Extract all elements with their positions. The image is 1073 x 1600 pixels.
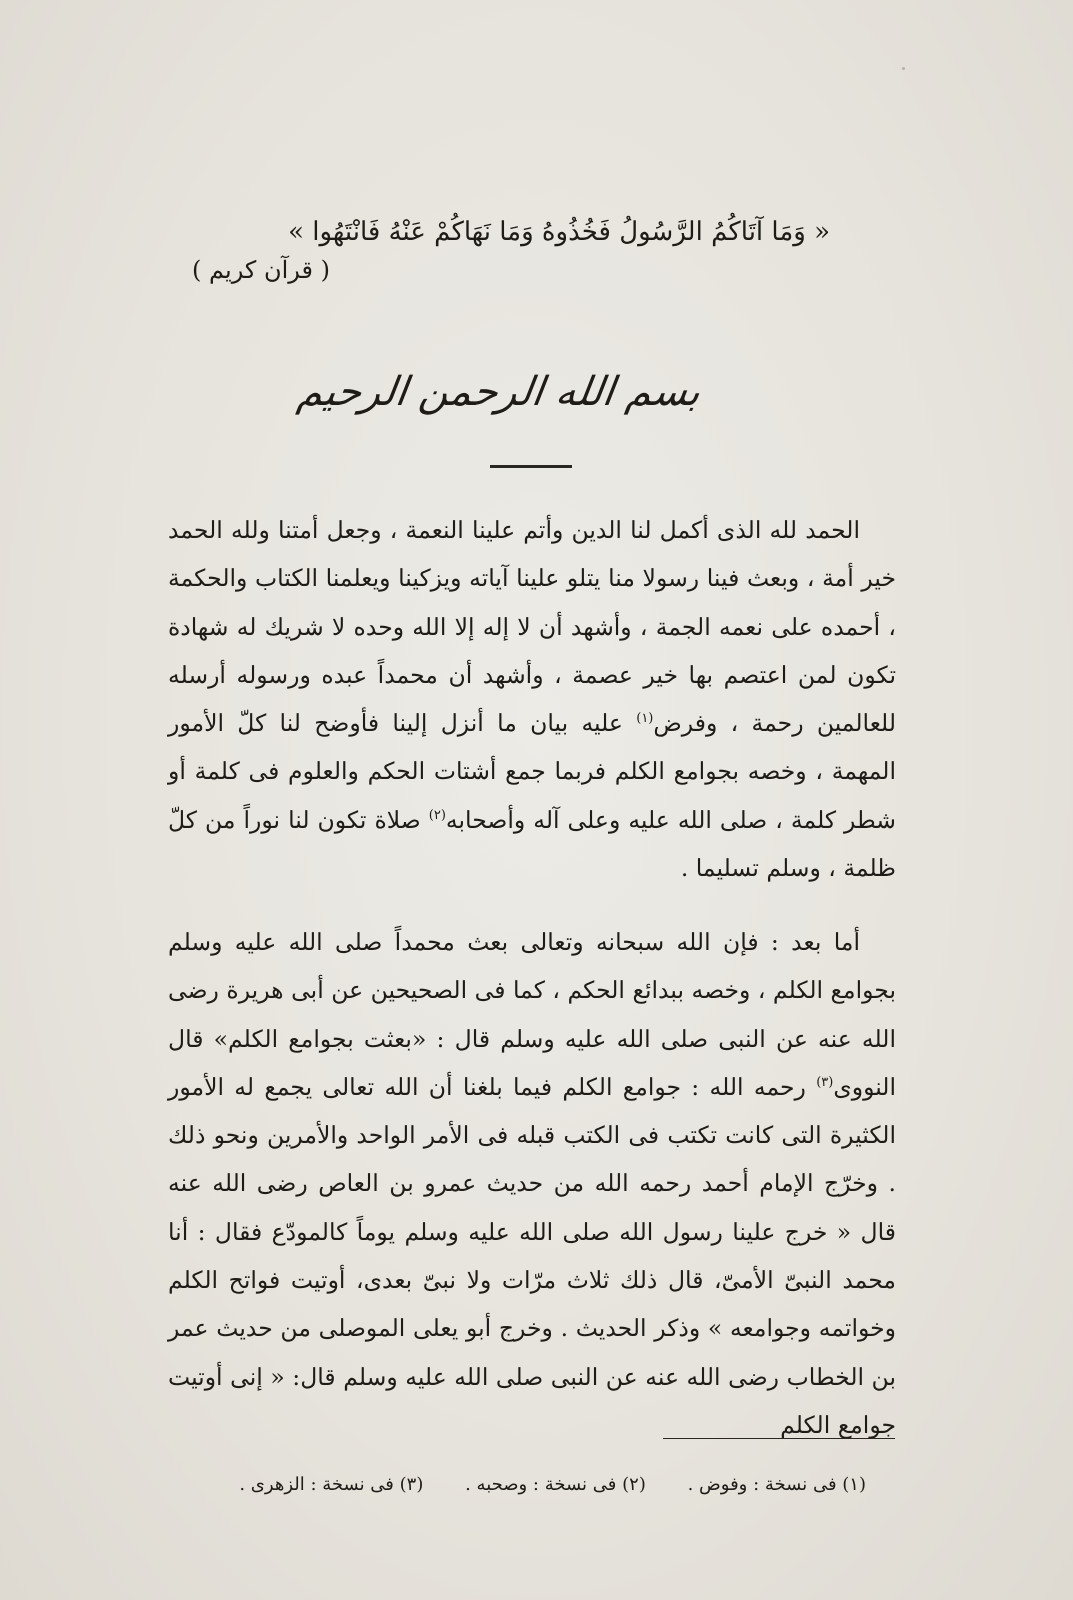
paragraph-text — [168, 918, 896, 1449]
footnote-1: (١) فى نسخة : وفوض . — [687, 1474, 866, 1495]
footnote-divider — [663, 1438, 895, 1439]
paper-speck — [902, 67, 905, 70]
basmala-text: بسم الله الرحمن الرحيم — [294, 369, 704, 415]
paragraph-text — [168, 506, 896, 892]
paragraph-2-part-b: رحمه الله : جوامع الكلم فيما بلغنا أن الله تعالى يجمع له الأمور الكثيرة التى كانت تكتب فى الكتب قبله فى الأمر الواحد والأمرين ونحو ذلك . وخرّج الإمام أحمد رحمه الله من حديث عمرو بن العاص رضى الله عنه قال « خرج علينا رسول الله صلى الله عليه وسلم يوماً كالمودّع فقال : أنا محمد النبىّ الأمىّ، قال ذلك ثلاث مرّات ولا نبىّ بعدى، أوتيت فواتح الكلم وخواتمه وجوامعه » وذكر الحديث . وخرج أبو يعلى الموصلى من حديث عمر بن الخطاب رضى الله عنه عن النبى صلى الله عليه وسلم قال: « إنى أوتيت جوامع الكلم — [168, 1072, 896, 1439]
quran-verse: « وَمَا آتَاكُمُ الرَّسُولُ فَخُذُوهُ وَمَا نَهَاكُمْ عَنْهُ فَانْتَهُوا » — [288, 217, 830, 247]
paragraph-2-part-a: أما بعد : فإن الله سبحانه وتعالى بعث محمداً صلى الله عليه وسلم بجوامع الكلم ، وخصه ببدائع الحكم ، كما فى الصحيحين عن أبى هريرة رضى الله عنه عن النبى صلى الله عليه وسلم قال : «بعثت بجوامع الكلم» قال النووى — [168, 928, 896, 1101]
verse-source: ( قرآن كريم ) — [192, 256, 330, 284]
footnote-ref-2: (٢) — [428, 807, 446, 823]
basmala-calligraphy — [294, 352, 704, 432]
footnotes — [166, 1468, 866, 1502]
quran-epigraph — [150, 212, 830, 288]
body-paragraph-1 — [168, 506, 896, 892]
paragraph-1-part-b: عليه بيان ما أنزل إلينا فأوضح لنا كلّ الأمور المهمة ، وخصه بجوامع الكلم فربما جمع أشتات الحكم والعلوم فى كلمة أو شطر كلمة ، صلى الله عليه وعلى آله وأصحابه — [168, 709, 896, 834]
paragraph-1-part-c: صلاة تكون لنا نوراً من كلّ ظلمة ، وسلم تسليما . — [168, 805, 896, 883]
paragraph-1-part-a: الحمد لله الذى أكمل لنا الدين وأتم علينا النعمة ، وجعل أمتنا ولله الحمد خير أمة ، وبعث فينا رسولا منا يتلو علينا آياته ويزكينا ويعلمنا الكتاب والحكمة ، أحمده على نعمه الجمة ، وأشهد أن لا إله إلا الله وحده لا شريك له شهادة تكون لمن اعتصم بها خير عصمة ، وأشهد أن محمداً عبده ورسوله أرسله للعالمين رحمة ، وفرض — [168, 516, 896, 738]
footnote-2: (٢) فى نسخة : وصحبه . — [465, 1474, 646, 1495]
footnote-3: (٣) فى نسخة : الزهرى . — [239, 1474, 424, 1495]
body-paragraph-2 — [168, 918, 896, 1449]
footnote-ref-3: (٣) — [816, 1075, 834, 1091]
footnote-ref-1: (١) — [636, 711, 654, 727]
title-divider — [490, 465, 572, 468]
